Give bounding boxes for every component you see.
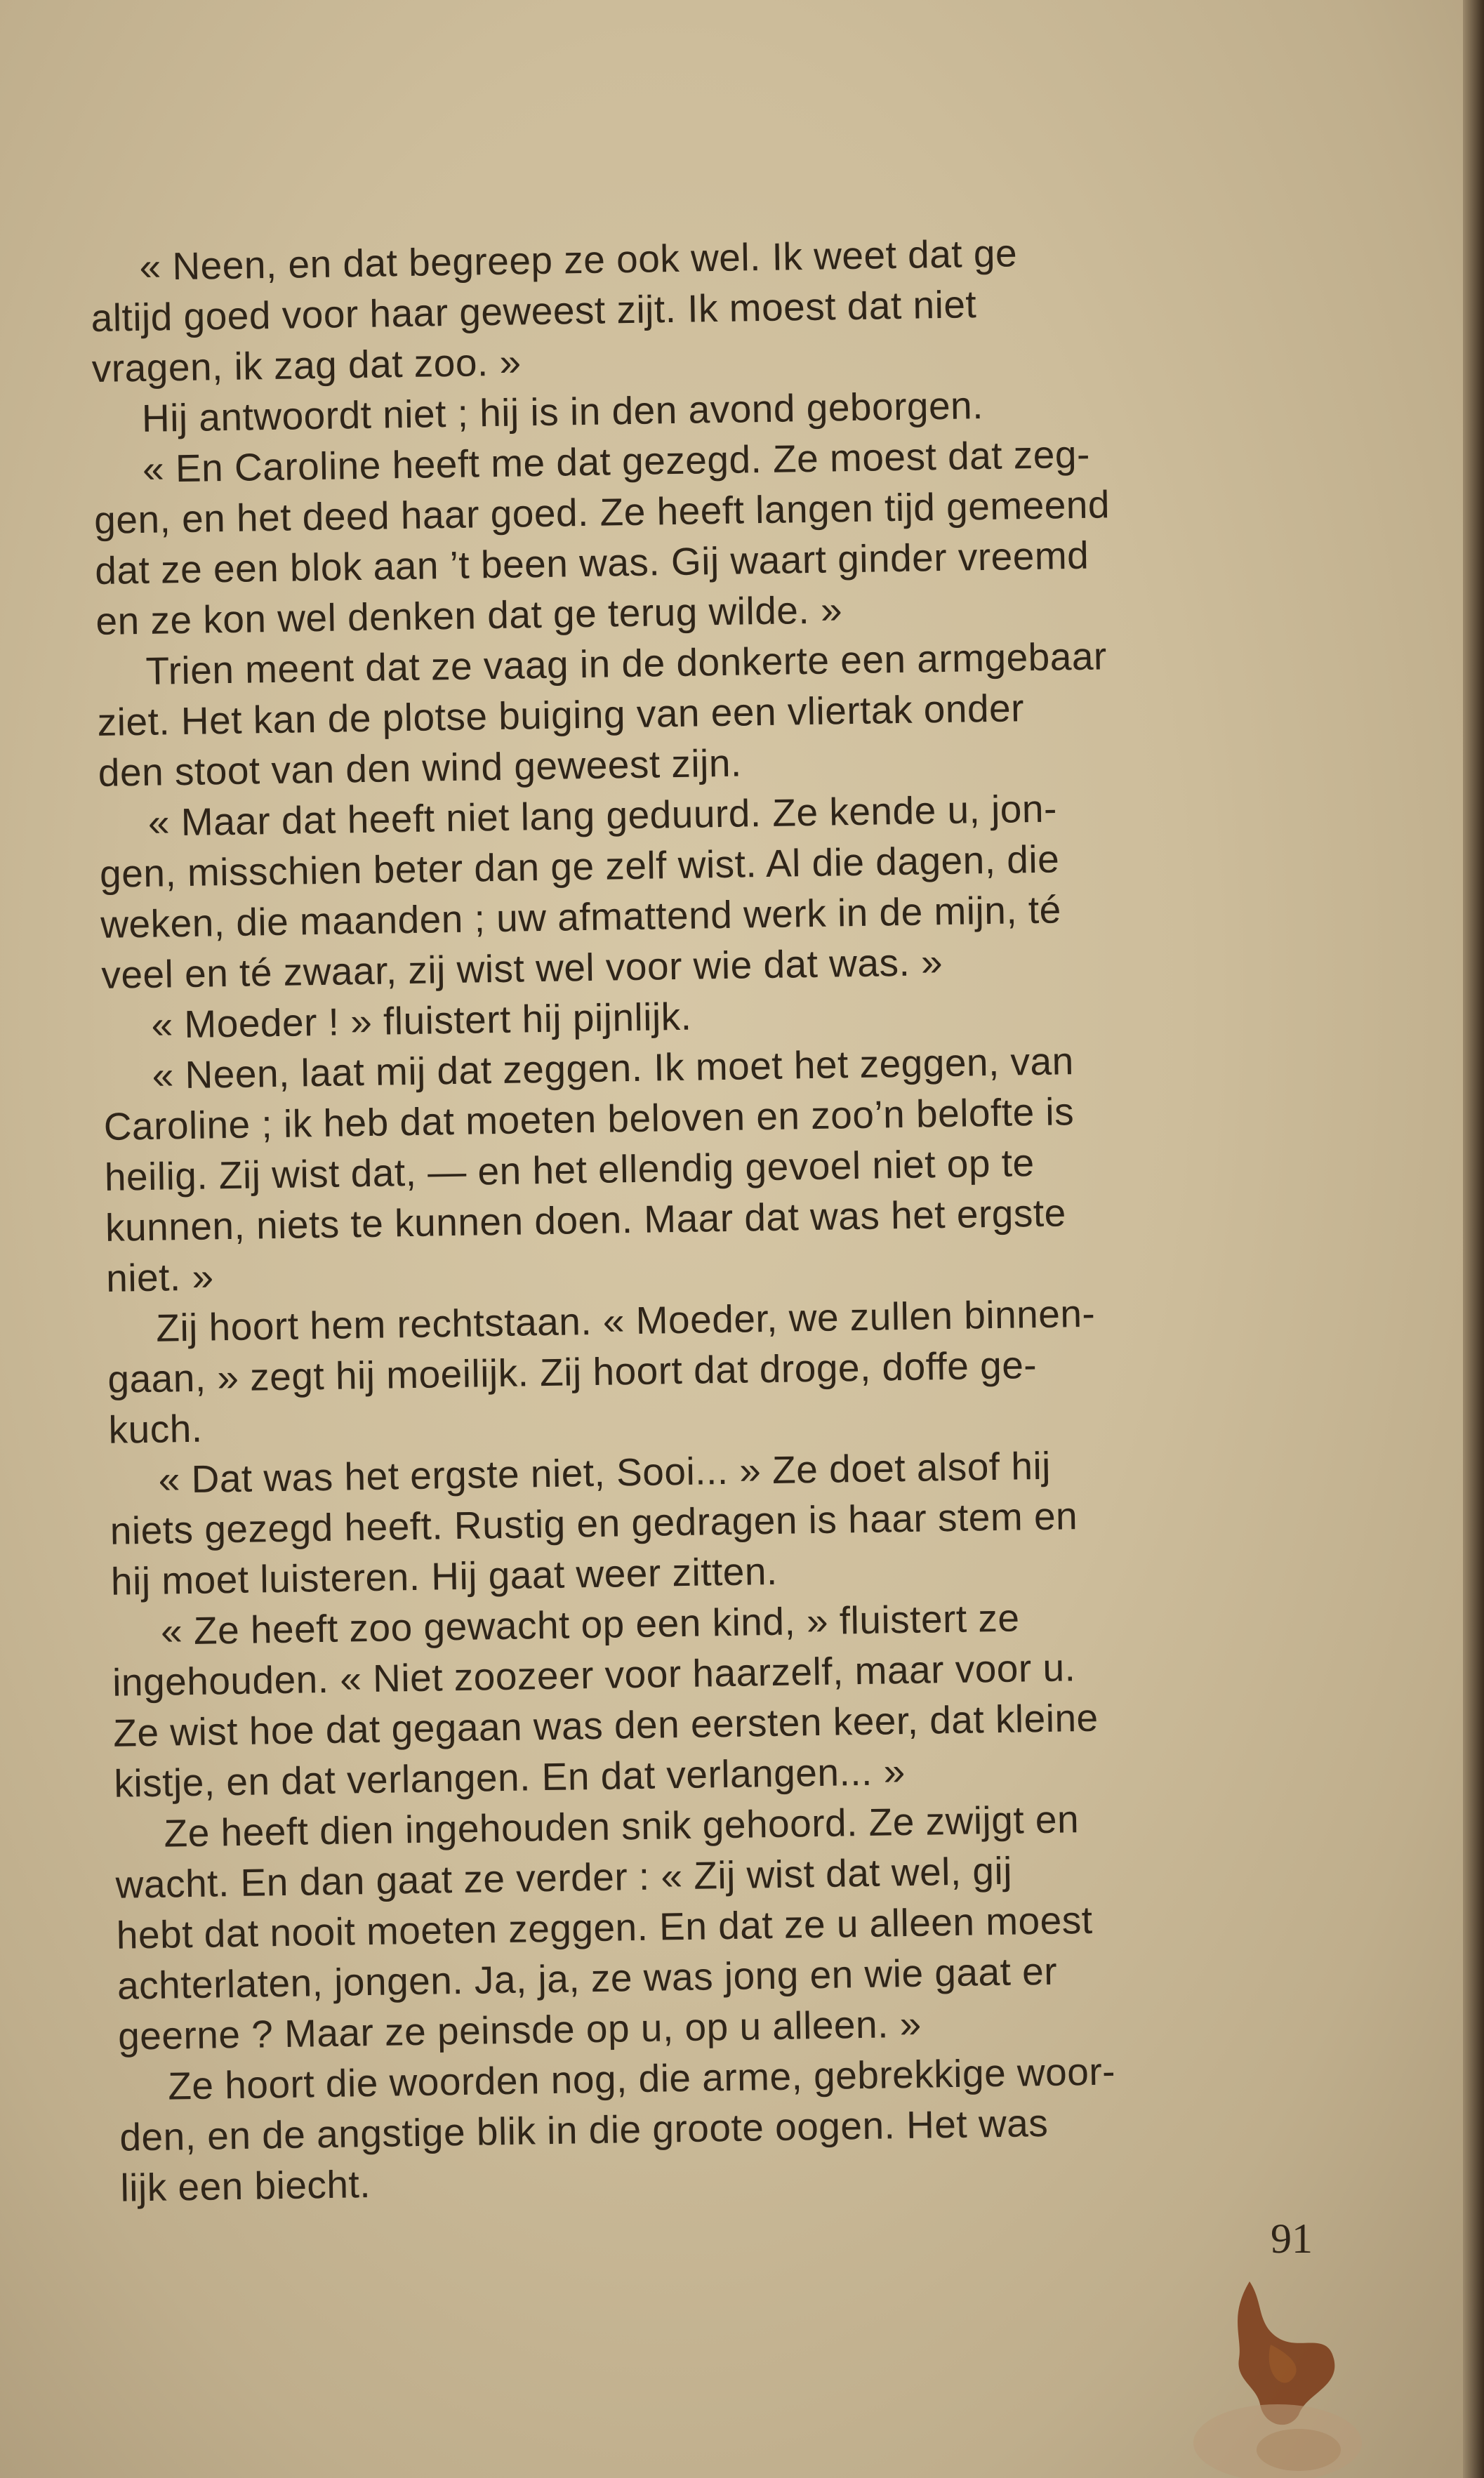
paragraph (90, 223, 1313, 394)
text-line: Ze heeft dien ingehouden snik gehoord. Ze zwijgt en (164, 1797, 1080, 1855)
paragraph (96, 628, 1320, 798)
text-line: gaan, » zegt hij moeilijk. Zij hoort dat droge, doffe ge- (107, 1343, 1038, 1401)
text-line: « Moeder ! » fluistert hij pijnlijk. (151, 994, 692, 1047)
paragraph (98, 779, 1323, 1000)
text-line: vragen, ik zag dat zoo. » (91, 340, 522, 390)
text-line: « En Caroline heeft me dat gezegd. Ze moest dat zeg- (142, 432, 1091, 491)
text-line: « Neen, en dat begreep ze ook wel. Ik weet dat ge (139, 231, 1018, 289)
page-number: 91 (1271, 2215, 1313, 2262)
paragraph (109, 1436, 1332, 1606)
text-line: den stoot van den wind geweest zijn. (98, 741, 743, 795)
text-line: niets gezegd heeft. Rustig en gedragen is haar stem en (110, 1494, 1078, 1553)
text-line: Caroline ; ik heb dat moeten beloven en zoo’n belofte is (103, 1089, 1075, 1148)
paragraph (114, 1789, 1339, 2061)
text-line: Ze hoort die woorden nog, die arme, gebrekkige woor- (167, 2049, 1116, 2108)
text-line: Trien meent dat ze vaag in de donkerte een armgebaar (145, 634, 1108, 693)
paragraph (107, 1284, 1330, 1455)
text-line: altijd goed voor haar geweest zijt. Ik moest dat niet (91, 282, 977, 340)
text-line: gen, misschien beter dan ge zelf wist. Al die dagen, die (99, 837, 1060, 896)
text-line: veel en té zwaar, zij wist wel voor wie dat was. » (100, 940, 943, 997)
paragraph (93, 425, 1318, 647)
text-line: hebt dat nooit moeten zeggen. En dat ze u alleen moest (116, 1897, 1093, 1957)
text-line: geerne ? Maar ze peinsde op u, op u alleen. » (117, 2001, 922, 2058)
text-line: « Neen, laat mij dat zeggen. Ik moet het zeggen, van (152, 1039, 1075, 1097)
water-stain-graphic (1179, 2387, 1362, 2478)
text-line: Ze wist hoe dat gegaan was den eersten keer, dat kleine (112, 1695, 1099, 1755)
text-line: lijk een biecht. (120, 2162, 371, 2210)
text-line: dat ze een blok aan ’t been was. Gij waart ginder vreemd (94, 533, 1089, 592)
text-line: kistje, en dat verlangen. En dat verlangen... » (114, 1749, 906, 1806)
text-line: wacht. En dan gaat ze verder : « Zij wist dat wel, gij (115, 1848, 1013, 1907)
text-line: « Dat was het ergste niet, Sooi... » Ze doet alsof hij (158, 1443, 1052, 1502)
paragraph (112, 1587, 1336, 1808)
text-line: « Maar dat heeft niet lang geduurd. Ze kende u, jon- (147, 786, 1058, 844)
text-line: heilig. Zij wist dat, — en het ellendig gevoel niet op te (104, 1141, 1035, 1199)
text-line: kuch. (108, 1406, 204, 1452)
page-edge-shadow (1463, 0, 1484, 2478)
paragraph (102, 1032, 1327, 1304)
paragraph (119, 2042, 1342, 2213)
text-line: hij moet luisteren. Hij gaat weer zitten. (110, 1549, 779, 1603)
text-line: niet. » (105, 1254, 214, 1300)
text-line: gen, en het deed haar goed. Ze heeft langen tijd gemeend (93, 482, 1111, 542)
body-text (90, 223, 1342, 2213)
text-line: weken, die maanden ; uw afmattend werk in de mijn, té (100, 887, 1062, 946)
text-line: Hij antwoordt niet ; hij is in den avond geborgen. (141, 383, 984, 440)
text-line: ziet. Het kan de plotse buiging van een vliertak onder (97, 686, 1025, 744)
text-line: Zij hoort hem rechtstaan. « Moeder, we zullen binnen- (155, 1291, 1096, 1350)
text-line: en ze kon wel denken dat ge terug wilde. » (95, 588, 843, 643)
text-line: « Ze heeft zoo gewacht op een kind, » fluistert ze (160, 1596, 1020, 1653)
text-line: kunnen, niets te kunnen doen. Maar dat was het ergste (105, 1191, 1067, 1250)
text-line: achterlaten, jongen. Ja, ja, ze was jong en wie gaat er (117, 1949, 1058, 2008)
text-line: ingehouden. « Niet zoozeer voor haarzelf, maar voor u. (112, 1645, 1076, 1704)
text-line: den, en de angstige blik in die groote oogen. Het was (119, 2100, 1049, 2159)
